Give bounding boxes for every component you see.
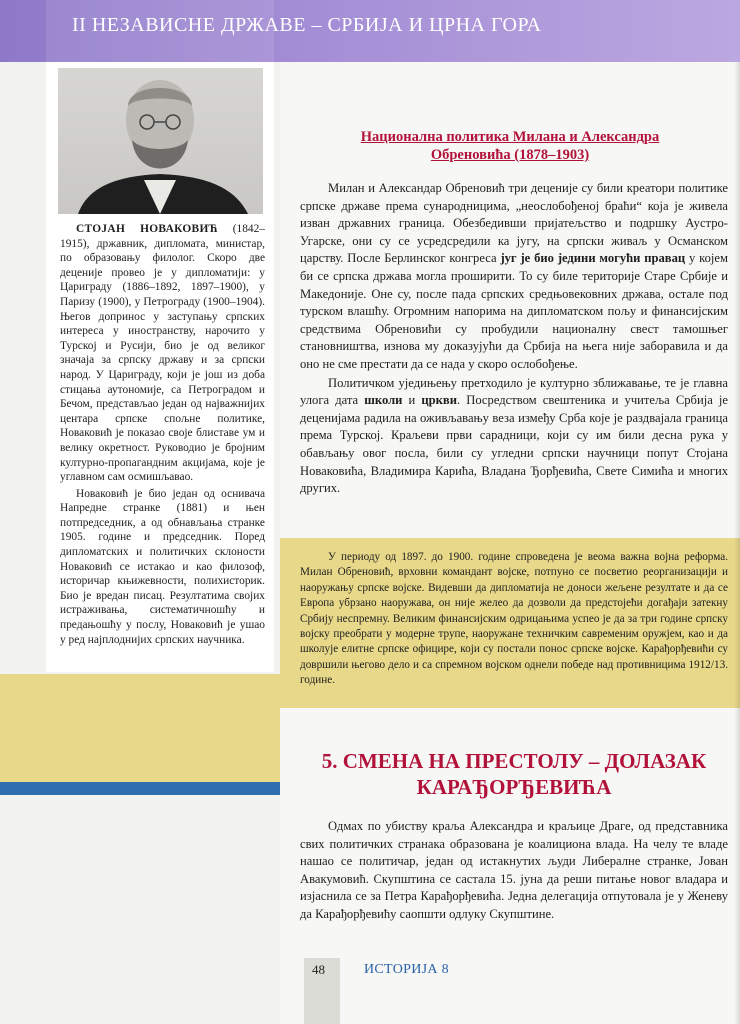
infobox-paragraph: У периоду од 1897. до 1900. године спроведена је веома важна војна реформа. Милан Обреновић, врховни командант војске, потпуно се посветио реорганизацији и наоружању српске војске. Видевши да дипломатија не доноси жељене резултате и да се Европа убрзано наоружава, он није желео да дозволи да предстојећи догађаји затекну Србију неспремну. Великим финансијским одрицањима успео је да за три године српску војску преобрати у модерне трупе, наоружане техничким савременим оружјем, као и да школује елитне српске официре, који су постали понос српске војске. Карађорђевићи су довршили његово дело и са спремном војском однели победе над противницима 1912/13. године. (300, 551, 728, 687)
infobox-military-reform (300, 550, 728, 689)
portrait-illustration (58, 68, 263, 214)
p2-text-b: . Посредством свештеника и учитеља Србија је деценијама радила на оживљавању веза између Срба које је раздвајала граница према Турској. Краљеви први сарадници, који су им били десна рука у обављању овог посла, били су угледни српски научници попут Стојана Новаковића, Владимира Карића, Владана Ђорђевића, Свете Симића и многих других. (300, 393, 728, 496)
biography-name: СТОЈАН НОВАКОВИЋ (76, 223, 219, 235)
chapter-title (300, 748, 728, 800)
p2-bold-church: цркви (421, 393, 457, 408)
chapter-title-line-1: 5. СМЕНА НА ПРЕСТОЛУ – ДОЛАЗАК (321, 749, 707, 773)
p2-text-and: и (402, 393, 422, 408)
main-paragraph-2 (300, 375, 728, 498)
main-body-text (300, 180, 728, 498)
page-edge-shadow (734, 62, 740, 1024)
decorative-blue-band (0, 782, 280, 795)
page-number: 48 (312, 962, 325, 977)
biography-paragraph-2: Новаковић је био један од оснивача Напредне странке (1881) и њен потпредседник, а од обнављања странке 1905. године и председник. Поред дипломатских и политичких склоности Новаковић се истакао и као филозоф, историчар књижевности, полихисторик. Био је вредан писац. Резултатима својих истраживања, систематичношћу и предањошћу у послу, Новаковић је ушао у ред најплоднијих српских научника. (60, 487, 265, 646)
chapter-paragraph: Одмах по убиству краља Александра и краљице Драге, од представника свих политичких странака образована је коалициона влада. На челу те владе нашао се политичар, један од истакнутих људи Либералне странке, Јован Авакумовић. Скупштина се састала 15. јуна да реши питање новог владара и изјаснила се за Петра Карађорђевића. Једна делегација отпутовала је у Женеву да Карађорђевићу саопшти одлуку Скупштине. (300, 819, 728, 921)
p2-text-a: Политичком уједињењу претходило је културно зближавање, те је главна улога дата (300, 375, 728, 408)
p1-bold-phrase: југ је био једини могући правац (500, 251, 686, 266)
section-title-line-2: Обреновића (1878–1903) (430, 147, 590, 163)
biography-p1-text: (1842–1915), државник, дипломата, министар, по образовању филолог. Скоро две деценије провео је у дипломатији: у Цариграду (1886–1892, 1897–1900), у Паризу (1900), у Петрограду (1900–1904). Његов допринос у заступању српских интереса у иностранству, нарочито у Турској и Русији, био је од великог значаја за српску државу и за српски народ. У Цариграду, који је још из доба стицања аутономије, са Петроградом и Бечом, представљао један од најважнијих центара српске спољне политике, Новаковић је показао своје блиставе ум и велику окретност. Руководио је бројним културно-пропагандним акцијама, које је углавном сам осмишљавао. (60, 223, 265, 484)
section-title-line-1: Национална политика Милана и Александра (360, 129, 660, 145)
chapter-header-title: II НЕЗАВИСНЕ ДРЖАВЕ – СРБИЈА И ЦРНА ГОРА (72, 14, 542, 36)
book-title: ИСТОРИЈА 8 (364, 962, 449, 977)
p1-text-b: у којем би се српска држава могла проширити. То су биле територије Старе Србије и Македоније. Оне су, после пада српских средњовековних држава, остале под турском влашћу. Огромним напорима на дипломатском пољу и финансијским средствима Обреновићи су пробудили националну свест тамошњег становништва, изнова му доказујући да Србија на њега није заборавила и да оно не сме престати да се нада у скоро ослобођење. (300, 251, 728, 371)
section-title (300, 128, 720, 164)
biography-paragraph-1 (60, 222, 265, 485)
main-paragraph-1 (300, 180, 728, 374)
decorative-yellow-band (0, 674, 280, 782)
p1-text-a: Милан и Александар Обреновић три деценије су били креатори политике српске државе према сународницима, „неослобођеној браћи“ која је живела изван државних граница. Обезбедивши пријатељство и подршку Аустро-Угарске, они су се усредсредили ка југу, на српски живаљ у Османском царству. После Берлинског конгреса (300, 181, 728, 266)
chapter-body-text (300, 818, 728, 924)
portrait-photo (58, 68, 263, 214)
chapter-title-line-2: КАРАЂОРЂЕВИЋА (416, 775, 612, 799)
p2-bold-school: школи (364, 393, 403, 408)
sidebar-biography (60, 222, 265, 647)
